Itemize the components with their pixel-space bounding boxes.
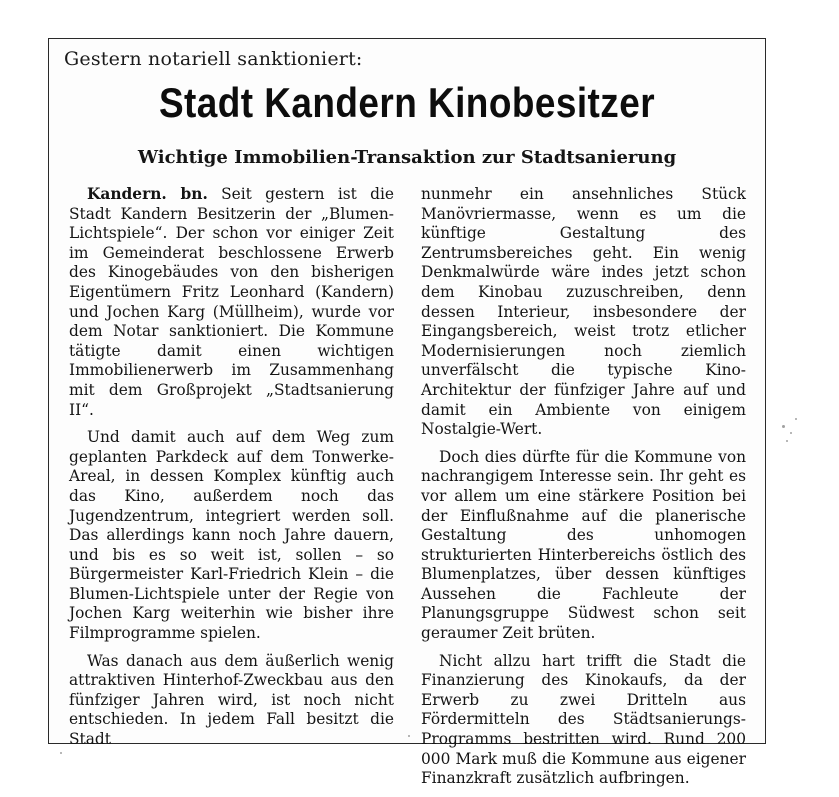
column-right	[421, 185, 746, 797]
paragraph-5: Doch dies dürfte für die Kommune von nachrangigem Interesse sein. Ihr geht es vor allem um eine stärkere Position bei der Einflußnahme auf die planerische Gestaltung des unhomogen strukturierten Hinterbereichs östlich des Blumenplatzes, über dessen künftiges Aussehen die Fachleute der Planungsgruppe Südwest schon seit geraumer Zeit brüten.	[421, 447, 746, 643]
scan-speck	[782, 425, 785, 428]
paragraph-2: Und damit auch auf dem Weg zum geplanten Parkdeck auf dem Tonwerke-Areal, in dessen Komplex künftig auch das Kino, außerdem noch das Jugendzentrum, integriert werden soll. Das allerdings kann noch Jahre dauern, und bis es so weit ist, sollen – so Bürgermeister Karl-Friedrich Klein – die Blumen-Lichtspiele unter der Regie von Jochen Karg weiterhin wie bisher ihre Filmprogramme spielen.	[69, 428, 394, 643]
paragraph-6: Nicht allzu hart trifft die Stadt die Finanzierung des Kinokaufs, da der Erwerb zu zwei Dritteln aus Fördermitteln des Städtsanierungs-Programms bestritten wird. Rund 200 000 Mark muß die Kommune aus eigener Finanzkraft zusätzlich aufbringen.	[421, 651, 746, 788]
paragraph-4: nunmehr ein ansehnliches Stück Manövriermasse, wenn es um die künftige Gestaltung des Zentrumsbereiches geht. Ein wenig Denkmalwürde wäre indes jetzt schon dem Kinobau zuzuschreiben, denn dessen Interieur, insbesondere der Eingangsbereich, weist trotz etlicher Modernisierungen noch ziemlich unverfälscht die typische Kino-Architektur der fünfziger Jahre auf und damit ein Ambiente von einigem Nostalgie-Wert.	[421, 185, 746, 439]
scan-speck	[795, 418, 797, 420]
subheadline: Wichtige Immobilien-Transaktion zur Stadtsanierung	[137, 147, 677, 168]
byline: Kandern. bn.	[87, 185, 208, 203]
headline: Stadt Kandern Kinobesitzer	[158, 79, 656, 126]
scan-speck	[786, 440, 788, 442]
paragraph-3: Was danach aus dem äußerlich wenig attraktiven Hinterhof-Zweckbau aus den fünfziger Jahren wird, ist noch nicht entschieden. In jedem Fall besitzt die Stadt	[69, 651, 394, 749]
column-left	[69, 185, 394, 758]
scan-speck	[408, 735, 410, 737]
article-body	[69, 185, 749, 788]
paragraph-1-text: Seit gestern ist die Stadt Kandern Besitzerin der „Blumen-Lichtspiele“. Der schon vor einiger Zeit im Gemeinderat beschlossene Erwerb des Kinogebäudes von den bisherigen Eigentümern Fritz Leonhard (Kandern) und Jochen Karg (Müllheim), wurde vor dem Notar sanktioniert. Die Kommune tätigte damit einen wichtigen Immobilienerwerb im Zusammenhang mit dem Großprojekt „Stadtsanierung II“.	[69, 185, 394, 419]
scan-speck	[60, 752, 62, 754]
newspaper-clipping	[48, 38, 766, 788]
scan-speck	[790, 432, 792, 434]
paragraph-1	[69, 185, 394, 420]
kicker-line: Gestern notariell sanktioniert:	[64, 48, 363, 70]
